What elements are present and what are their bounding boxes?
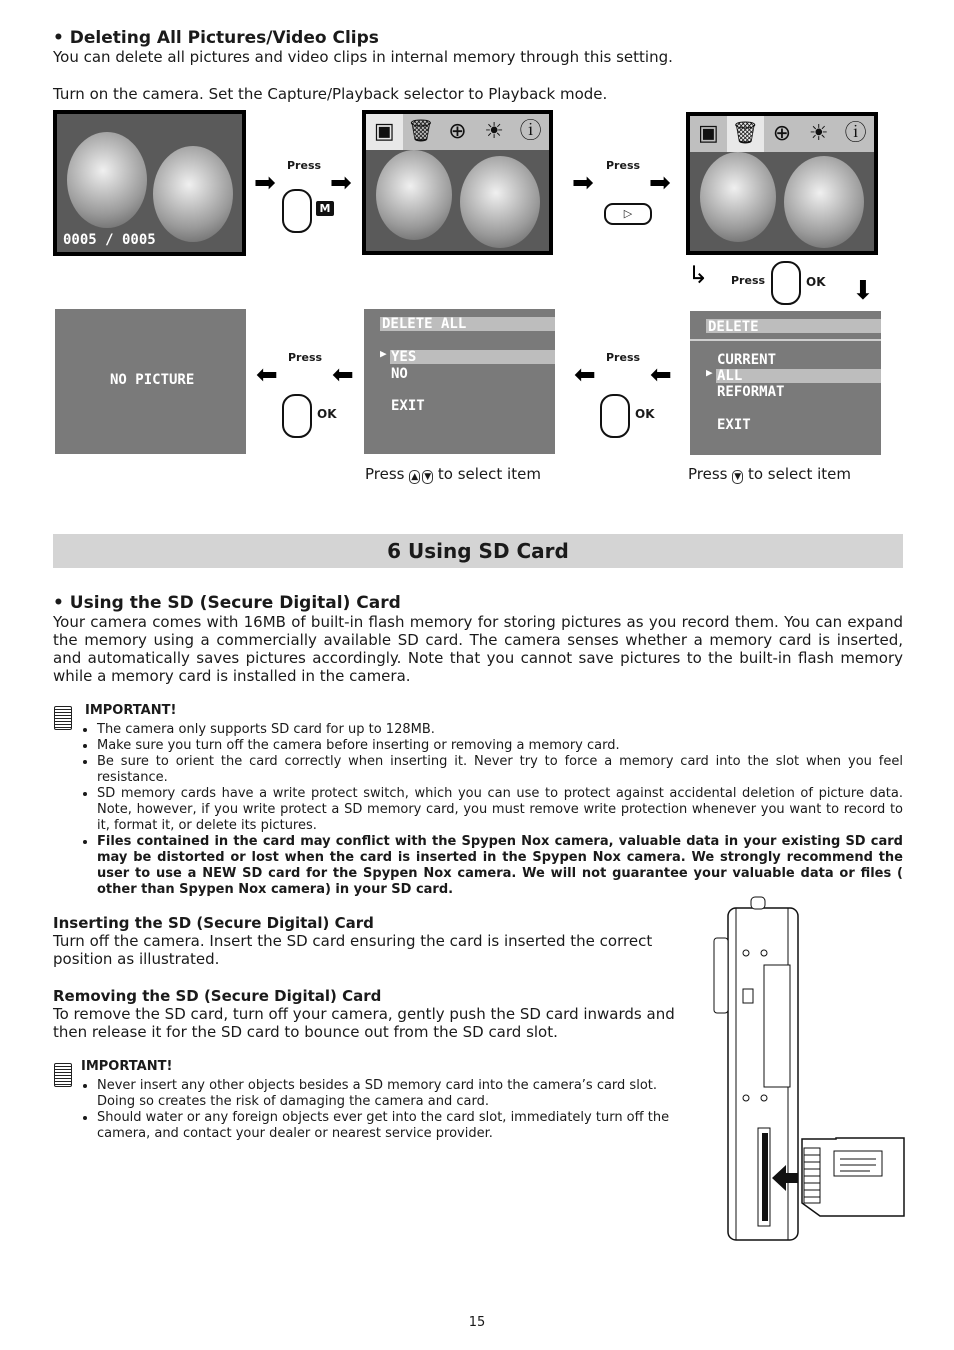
- ok-label: OK: [806, 275, 826, 289]
- delete-all-screen: [364, 309, 555, 454]
- press-label: Press: [731, 274, 766, 287]
- delete-option-reformat: REFORMAT: [717, 384, 785, 400]
- arrow-left-icon: ⬅: [256, 360, 278, 390]
- trash-icon: 🗑: [406, 119, 435, 144]
- press-label: Press: [287, 159, 322, 172]
- insert-heading: Inserting the SD (Secure Digital) Card: [53, 914, 374, 932]
- caption-updown: Press ▲ ▼ to select item: [365, 465, 541, 483]
- down-key-icon: ▼: [734, 472, 742, 482]
- press-label: Press: [606, 351, 641, 364]
- important-label-2: IMPORTANT!: [81, 1059, 173, 1074]
- ok-button: [282, 394, 312, 438]
- press-label: Press: [288, 351, 323, 364]
- delete-option-current: CURRENT: [717, 352, 777, 368]
- remove-heading: Removing the SD (Secure Digital) Card: [53, 987, 382, 1005]
- delete-title: DELETE: [708, 319, 759, 335]
- list-item: • Never insert any other objects besides a SD memory card into the camera’s card slot. Doing so creates the risk of damaging the camera and card.: [97, 1078, 693, 1110]
- arrow-right-icon: ➡: [649, 168, 671, 198]
- frame-counter: 0005 / 0005: [63, 232, 156, 248]
- no-picture-text: NO PICTURE: [110, 372, 195, 388]
- insert-body: Turn off the camera. Insert the SD card ensuring the card is inserted the correct position as illustrated.: [53, 932, 653, 968]
- ok-label: OK: [635, 407, 655, 421]
- arrow-left-icon: ⬅: [574, 360, 596, 390]
- brightness-icon: ☀: [484, 119, 504, 144]
- list-item: • SD memory cards have a write protect switch, which you can use to protect against accidental deletion of picture data. Note, however, if you write protect a SD memory card, you must remove write protection whenever you want to record to it, format it, or delete its pictures.: [97, 786, 903, 834]
- monitor-icon: ▣: [366, 114, 403, 150]
- delete-screen: [690, 311, 881, 455]
- list-item: • Make sure you turn off the camera before inserting or removing a memory card.: [97, 738, 903, 754]
- section-title: 6 Using SD Card: [53, 534, 903, 568]
- menu-screen-playback: [362, 110, 553, 255]
- arrow-right-icon: ➡: [254, 168, 276, 198]
- delete-all-option-yes: YES: [391, 349, 417, 365]
- delete-instruction: Turn on the camera. Set the Capture/Playback selector to Playback mode.: [53, 85, 608, 103]
- list-item: • Should water or any foreign objects ever get into the card slot, immediately turn off the camera, and contact your dealer or nearest service provider.: [97, 1110, 693, 1142]
- cursor-icon: ▶: [380, 347, 387, 360]
- menu-screen-delete-selected: [686, 112, 878, 255]
- important-list-2: [53, 1078, 693, 1142]
- list-item: • Be sure to orient the card correctly when inserting it. Never try to force a memory card into the slot when you feel resistance.: [97, 754, 903, 786]
- trash-icon: 🗑: [727, 116, 764, 152]
- page-number: 15: [468, 1315, 486, 1330]
- delete-all-title: DELETE ALL: [382, 316, 467, 332]
- delete-intro: You can delete all pictures and video clips in internal memory through this setting.: [53, 48, 673, 66]
- arrow-left-icon: ⬅: [332, 360, 354, 390]
- ok-label: OK: [317, 407, 337, 421]
- mode-button: [282, 189, 312, 233]
- important-label: IMPORTANT!: [85, 703, 177, 718]
- ok-button: [600, 394, 630, 438]
- arrow-down-right-icon: ↳: [688, 261, 709, 289]
- sd-body: Your camera comes with 16MB of built-in flash memory for storing pictures as you record them. You can expand the memory using a commercially available SD card. The camera senses whether a memory card is inserted, and automatically saves pictures accordingly. Note that you cannot save pictures to the built-in flash memory while a memory card is installed in the camera.: [53, 613, 903, 685]
- mode-key-label: M: [316, 201, 334, 216]
- arrow-left-icon: ⬅: [650, 360, 672, 390]
- playback-screen: [53, 110, 246, 256]
- info-icon: ⓘ: [844, 121, 867, 146]
- up-down-keys-icon: ▲: [411, 472, 419, 482]
- cursor-icon: ▶: [706, 366, 713, 379]
- zoom-icon: ⊕: [772, 121, 792, 146]
- arrow-right-icon: ➡: [572, 168, 594, 198]
- delete-option-all: ALL: [717, 368, 743, 384]
- arrow-right-icon: ➡: [330, 168, 352, 198]
- section-heading-delete-all: • Deleting All Pictures/Video Clips: [53, 28, 379, 48]
- zoom-icon: ⊕: [448, 119, 467, 144]
- caption-down: Press ▼ to select item: [688, 465, 852, 483]
- camera-sd-slot-illustration: [706, 893, 906, 1243]
- ok-button: [771, 261, 801, 305]
- monitor-icon: ▣: [698, 121, 719, 146]
- remove-body: To remove the SD card, turn off your camera, gently push the SD card inwards and then release it for the SD card to bounce out from the SD card slot.: [53, 1005, 675, 1041]
- delete-all-option-exit: EXIT: [391, 398, 425, 414]
- important-list: [53, 722, 903, 898]
- list-item: • The camera only supports SD card for up to 128MB.: [97, 722, 903, 738]
- right-button-icon: ▷: [604, 203, 652, 225]
- press-label: Press: [606, 159, 641, 172]
- no-picture-screen: [55, 309, 246, 454]
- info-icon: ⓘ: [519, 119, 542, 144]
- delete-option-exit: EXIT: [717, 417, 751, 433]
- brightness-icon: ☀: [808, 121, 829, 146]
- arrow-down-icon: ⬇: [852, 276, 874, 306]
- delete-all-option-no: NO: [391, 366, 408, 382]
- list-item-bold: • Files contained in the card may conflict with the Spypen Nox camera, valuable data in your existing SD card may be distorted or lost when the card is inserted in the Spypen Nox camera. We strongly recommend the user to use a NEW SD card for the Spypen Nox camera. We will not guarantee your valuable data or files ( other than Spypen Nox camera) in your SD card.: [97, 834, 903, 898]
- sd-heading: • Using the SD (Secure Digital) Card: [53, 593, 401, 613]
